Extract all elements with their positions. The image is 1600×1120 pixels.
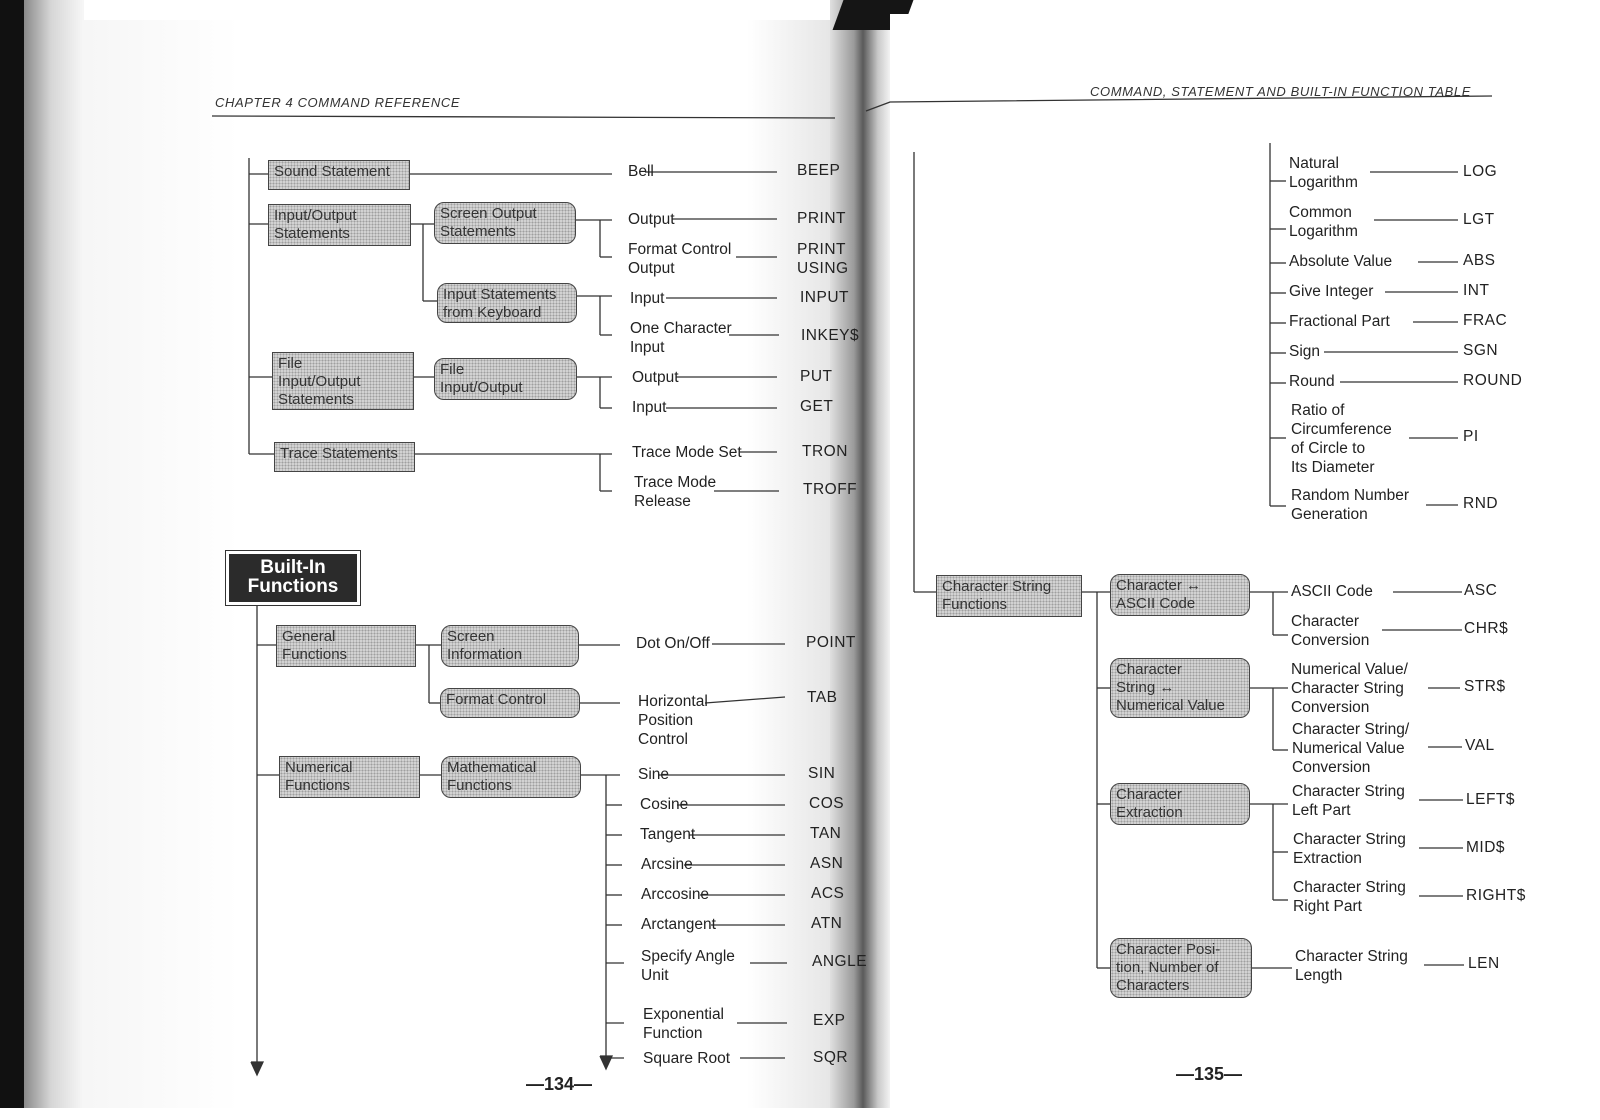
entry-label: Character String Right Part [1293,879,1406,915]
character-ascii-box: Character ↔ ASCII Code [1110,574,1250,616]
entry-keyword: ANGLE [812,953,868,970]
builtin-functions-box [225,550,361,606]
left-page-header: CHAPTER 4 COMMAND REFERENCE [215,95,461,110]
entry-label: Input [630,290,665,307]
entry-label: Sign [1289,343,1321,360]
entry-keyword: LGT [1463,211,1495,228]
sound-statement-box: Sound Statement [268,160,410,190]
character-extraction-box: Character Extraction [1110,783,1250,825]
entry-keyword: INPUT [800,289,849,306]
entry-keyword: TAN [810,825,842,842]
character-position-box: Character Posi- tion, Number of Characters [1110,938,1252,998]
entry-keyword: LEFT$ [1466,791,1516,808]
entry-label: ASCII Code [1291,583,1373,600]
entry-keyword: ACS [811,885,845,902]
entry-keyword: RIGHT$ [1466,887,1526,904]
entry-keyword: RND [1463,495,1499,512]
entry-label: Arccosine [641,886,710,903]
screen-output-box: Screen Output Statements [434,202,576,244]
io-statements-box: Input/Output Statements [268,204,411,246]
entry-label: Dot On/Off [636,635,710,652]
character-string-functions-box: Character String Functions [936,575,1082,617]
right-page-header: COMMAND, STATEMENT AND BUILT-IN FUNCTION TABLE [1090,84,1472,99]
entry-label: Sine [638,766,670,783]
entry-label: Character String/ Numerical Value Conversion [1292,721,1410,776]
entry-keyword: SQR [813,1049,849,1066]
entry-label: Fractional Part [1289,313,1390,330]
entry-keyword: VAL [1465,737,1495,754]
character-numeric-box: Character String ↔ Numerical Value [1110,658,1250,718]
entry-keyword: INKEY$ [801,327,860,344]
numerical-functions-box: Numerical Functions [279,756,420,798]
entry-label: Square Root [643,1050,731,1067]
mathematical-functions-box: Mathematical Functions [441,756,581,798]
entry-keyword: ASN [810,855,844,872]
entry-label: Bell [628,163,654,180]
entry-keyword: MID$ [1466,839,1506,856]
entry-keyword: POINT [806,634,856,651]
entry-keyword: LEN [1468,955,1500,972]
entry-label: Character String Extraction [1293,831,1406,867]
entry-keyword: INT [1463,282,1490,299]
entry-keyword: GET [800,398,834,415]
entry-label: Trace Mode Release [634,474,717,510]
entry-label: Tangent [640,826,696,843]
entry-keyword: PUT [800,368,833,385]
entry-keyword: SGN [1463,342,1499,359]
entry-keyword: CHR$ [1464,620,1509,637]
entry-label: Numerical Value/ Character String Conversion [1291,661,1408,716]
entry-label: Round [1289,373,1335,390]
format-control-box: Format Control [440,688,580,718]
entry-label: Ratio of Circumference of Circle to Its Diameter [1291,402,1392,476]
entry-label: Arctangent [641,916,716,933]
entry-label: Exponential Function [643,1006,725,1042]
entry-keyword: FRAC [1463,312,1508,329]
right-page-number: —135— [1176,1064,1243,1084]
entry-keyword: COS [809,795,845,812]
entry-keyword: SIN [808,765,836,782]
entry-label: Natural Logarithm [1289,155,1358,191]
left-page-number: —134— [526,1074,593,1094]
entry-label: Trace Mode Set [632,444,742,461]
input-keyboard-box: Input Statements from Keyboard [437,283,577,323]
entry-label: Format Control Output [628,241,732,277]
entry-keyword: TAB [807,689,838,706]
entry-label: Common Logarithm [1289,204,1358,240]
file-io-statements-box: File Input/Output Statements [272,352,414,410]
entry-keyword: ABS [1463,252,1496,269]
entry-keyword: BEEP [797,162,841,179]
entry-label: Cosine [640,796,689,813]
entry-keyword: ATN [811,915,843,932]
entry-keyword: TRON [802,443,848,460]
entry-label: Random Number Generation [1291,487,1410,523]
entry-label: Character Conversion [1291,613,1370,649]
entry-keyword: ROUND [1463,372,1523,389]
entry-label: Output [632,369,679,386]
entry-label: Give Integer [1289,283,1374,300]
entry-keyword: PRINT USING [797,241,849,277]
entry-label: Character String Length [1295,948,1408,984]
entry-label: Character String Left Part [1292,783,1405,819]
entry-keyword: EXP [813,1012,846,1029]
entry-label: Horizontal Position Control [638,693,708,748]
page-bottom-margin [0,1108,1600,1120]
entry-label: Absolute Value [1289,253,1393,270]
entry-label: Arcsine [641,856,693,873]
entry-label: One Character Input [630,320,732,356]
entry-keyword: PRINT [797,210,846,227]
entry-keyword: STR$ [1464,678,1506,695]
entry-keyword: LOG [1463,163,1498,180]
builtin-functions-label: Built-In Functions [229,554,357,602]
entry-keyword: PI [1463,428,1479,445]
entry-label: Specify Angle Unit [641,948,735,984]
entry-label: Output [628,211,675,228]
entry-label: Input [632,399,667,416]
file-io-box: File Input/Output [434,358,577,400]
entry-keyword: ASC [1464,582,1498,599]
general-functions-box: General Functions [276,625,416,667]
screen-information-box: Screen Information [441,625,579,667]
trace-statements-box: Trace Statements [274,442,415,472]
entry-keyword: TROFF [803,481,858,498]
